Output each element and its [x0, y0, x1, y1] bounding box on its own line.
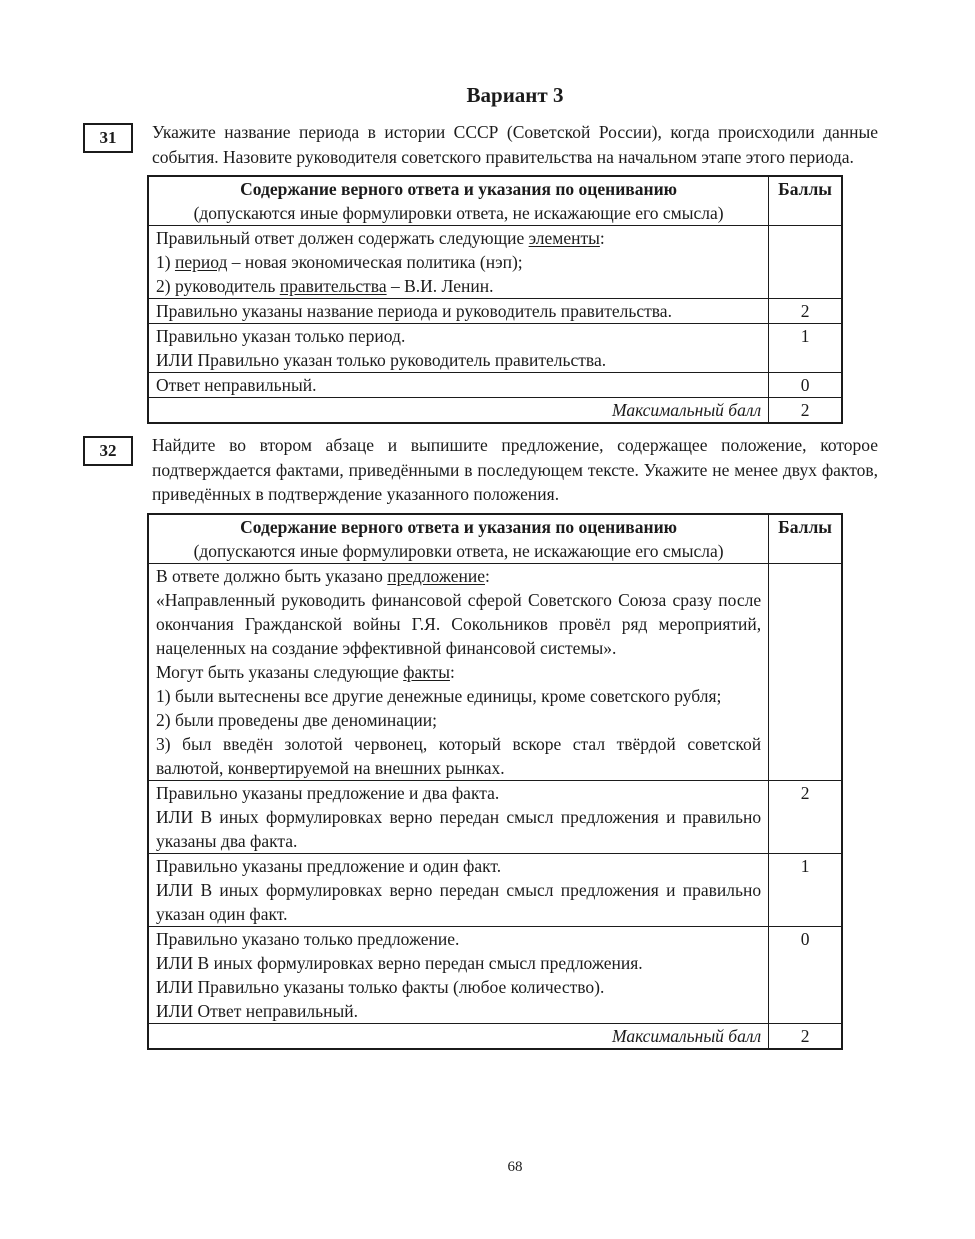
- criteria-text-cell: [148, 324, 769, 373]
- question-number-box: [83, 436, 133, 466]
- header-content-cell: [148, 514, 769, 564]
- criteria-row: [148, 853, 842, 926]
- criteria-paragraph: 2) были проведены две деноминации;: [156, 709, 438, 730]
- page-title: Вариант 3: [466, 83, 564, 107]
- criteria-paragraph: ИЛИ В иных формулировках верно передан смысл предложения и правильно указан один факт.: [156, 879, 762, 924]
- criteria-text-cell: [148, 853, 769, 926]
- score-cell: 1: [769, 324, 842, 373]
- criteria-paragraph: Могут быть указаны следующие факты:: [156, 661, 455, 682]
- criteria-text-cell: [148, 373, 769, 398]
- score-cell: [769, 563, 842, 780]
- header-points-cell: Баллы: [769, 514, 842, 564]
- scoring-table: [147, 175, 843, 424]
- criteria-paragraph: Правильно указаны предложение и один факт.: [156, 855, 502, 876]
- question-number-box: [83, 123, 133, 153]
- question-text: Укажите название периода в истории СССР (Советской России), когда происходили данные события. Назовите руководителя советского правительства на начальном этапе этого периода.: [152, 122, 878, 167]
- score-cell: 0: [769, 373, 842, 398]
- criteria-paragraph: 1) были вытеснены все другие денежные единицы, кроме советского рубля;: [156, 685, 722, 706]
- criteria-paragraph: ИЛИ Правильно указаны только факты (любое количество).: [156, 976, 605, 997]
- underlined-term: элементы: [528, 228, 600, 248]
- criteria-row: [148, 780, 842, 853]
- max-score-label: Максимальный балл: [148, 1023, 769, 1049]
- header-points-cell: Баллы: [769, 176, 842, 226]
- page-number: 68: [507, 1159, 523, 1175]
- max-score-row: [148, 398, 842, 424]
- underlined-term: факты: [403, 661, 450, 682]
- underlined-term: период: [174, 252, 228, 272]
- max-score-row: [148, 1023, 842, 1049]
- underlined-term: правительства: [279, 276, 387, 296]
- header-content-cell: [148, 176, 769, 226]
- criteria-paragraph: 1) период – новая экономическая политика (нэп);: [156, 252, 523, 272]
- underlined-term: предложение: [387, 565, 485, 586]
- criteria-paragraph: 3) был введён золотой червонец, который вскоре стал твёрдой советской валютой, конвертируемой на внешних рынках.: [156, 733, 762, 778]
- criteria-paragraph: ИЛИ Правильно указан только руководитель правительства.: [156, 350, 607, 370]
- question-32: [99, 433, 878, 1050]
- score-cell: 2: [769, 299, 842, 324]
- criteria-paragraph: ИЛИ В иных формулировках верно передан смысл предложения.: [156, 952, 643, 973]
- header-title: Содержание верного ответа и указания по оцениванию: [240, 179, 678, 199]
- criteria-text-cell: [148, 780, 769, 853]
- question-text: Найдите во втором абзаце и выпишите предложение, содержащее положение, которое подтверждается фактами, приведёнными в последующем тексте. Укажите не менее двух фактов, приведённых в подтверждение указанного положения.: [152, 435, 878, 504]
- score-cell: 0: [769, 926, 842, 1023]
- criteria-paragraph: Ответ неправильный.: [156, 375, 317, 395]
- score-cell: 1: [769, 853, 842, 926]
- criteria-row: [148, 926, 842, 1023]
- criteria-text-cell: [148, 226, 769, 299]
- max-score-label: Максимальный балл: [148, 398, 769, 424]
- criteria-text-cell: [148, 563, 769, 780]
- criteria-paragraph: ИЛИ Ответ неправильный.: [156, 1000, 358, 1021]
- score-cell: 2: [769, 780, 842, 853]
- header-title: Содержание верного ответа и указания по оцениванию: [240, 516, 678, 537]
- question-number: 31: [99, 128, 117, 147]
- score-cell: [769, 226, 842, 299]
- criteria-paragraph: Правильный ответ должен содержать следующие элементы:: [156, 228, 605, 248]
- criteria-paragraph: Правильно указаны название периода и руководитель правительства.: [156, 301, 672, 321]
- criteria-paragraph: 2) руководитель правительства – В.И. Ленин.: [156, 276, 494, 296]
- table-header-row: [148, 514, 842, 564]
- max-score-value: 2: [769, 398, 842, 424]
- criteria-text-cell: [148, 299, 769, 324]
- criteria-row: [148, 299, 842, 324]
- criteria-row: [148, 226, 842, 299]
- criteria-paragraph: Правильно указаны предложение и два факта.: [156, 782, 500, 803]
- header-subtitle: (допускаются иные формулировки ответа, не искажающие его смысла): [193, 540, 724, 561]
- criteria-paragraph: «Направленный руководить финансовой сферой Советского Союза сразу после окончания Гражданской войны Г.Я. Сокольников провёл ряд мероприятий, нацеленных на создание эффективной финансовой системы».: [156, 589, 762, 658]
- criteria-text-cell: [148, 926, 769, 1023]
- criteria-row: [148, 324, 842, 373]
- criteria-paragraph: Правильно указано только предложение.: [156, 928, 460, 949]
- scoring-table: [147, 513, 843, 1050]
- table-header-row: [148, 176, 842, 226]
- header-subtitle: (допускаются иные формулировки ответа, не искажающие его смысла): [193, 203, 724, 223]
- criteria-row: [148, 563, 842, 780]
- question-31: [99, 120, 878, 424]
- criteria-paragraph: В ответе должно быть указано предложение:: [156, 565, 490, 586]
- criteria-paragraph: ИЛИ В иных формулировках верно передан смысл предложения и правильно указаны два факта.: [156, 806, 762, 851]
- criteria-row: [148, 373, 842, 398]
- max-score-value: 2: [769, 1023, 842, 1049]
- question-number: 32: [99, 441, 117, 460]
- criteria-paragraph: Правильно указан только период.: [156, 326, 406, 346]
